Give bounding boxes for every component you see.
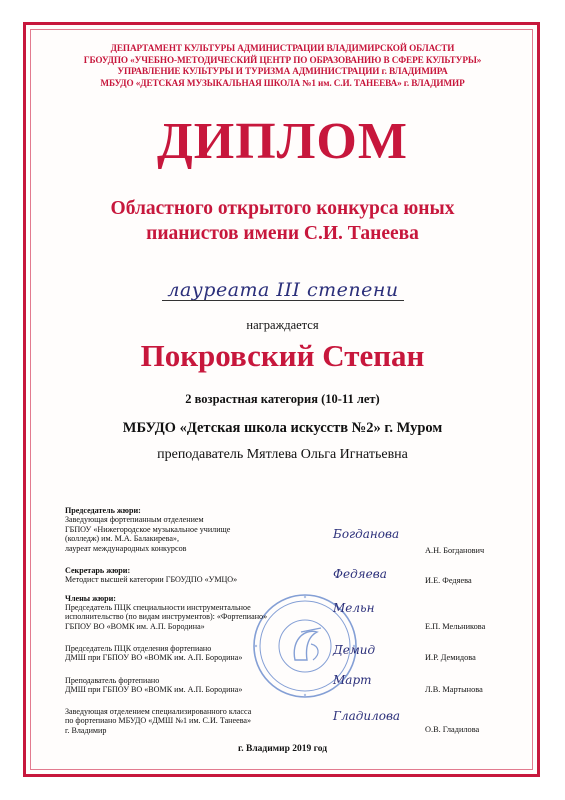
jury-member <box>65 644 365 663</box>
jury-desc-line: г. Владимир <box>65 725 107 735</box>
diploma-title: ДИПЛОМ <box>157 113 408 170</box>
jury-member <box>65 707 365 735</box>
winner-name: Покровский Степан <box>140 338 425 373</box>
header-line: ДЕПАРТАМЕНТ КУЛЬТУРЫ АДМИНИСТРАЦИИ ВЛАДИМИРСКОЙ ОБЛАСТИ <box>110 43 455 53</box>
jury-member-name: Е.П. Мельникова <box>425 622 486 631</box>
jury-desc-line: по фортепиано МБУДО «ДМШ №1 им. С.И. Танеева» <box>65 716 252 726</box>
contest-line: Областного открытого конкурса юных <box>110 198 455 219</box>
jury-desc-line: ДМШ при ГБПОУ ВО «ВОМК им. А.П. Бородина» <box>65 685 243 695</box>
signature-member: Гладилова <box>333 709 401 723</box>
organizers-header <box>40 43 525 89</box>
jury-desc-line: Председатель ПЦК отделения фортепиано <box>65 644 212 653</box>
jury-member-name: Л.В. Мартынова <box>425 685 483 694</box>
jury-chair <box>65 506 365 553</box>
jury-members <box>65 594 365 603</box>
jury-role: Секретарь жюри: <box>65 566 131 575</box>
jury-desc-line: лауреат международных конкурсов <box>65 543 187 553</box>
jury-desc-line: Методист высшей категории ГБОУДПО «УМЦО» <box>65 575 238 585</box>
jury-member <box>65 603 365 631</box>
age-category: 2 возрастная категория (10-11 лет) <box>185 392 380 406</box>
jury-role: Председатель жюри: <box>65 506 141 515</box>
jury-secretary <box>65 566 365 585</box>
jury-desc-line: ГБПОУ «Нижегородское музыкальное училище <box>65 524 231 534</box>
signature-member: Март <box>333 673 372 687</box>
jury-member <box>65 676 365 695</box>
degree-underline <box>162 300 404 301</box>
contest-name <box>40 196 525 246</box>
header-line: УПРАВЛЕНИЕ КУЛЬТУРЫ И ТУРИЗМА АДМИНИСТРАЦИИ г. ВЛАДИМИРА <box>117 66 448 76</box>
signature-member: Мельн <box>333 601 375 615</box>
jury-desc-line: ДМШ при ГБПОУ ВО «ВОМК им. А.П. Бородина» <box>65 653 243 663</box>
teacher-name: преподаватель Мятлева Ольга Игнатьевна <box>157 447 408 462</box>
jury-chair-name: А.Н. Богданович <box>425 546 485 555</box>
awarded-label: награждается <box>246 318 319 332</box>
school-name: МБУДО «Детская школа искусств №2» г. Муром <box>122 420 443 436</box>
jury-role: Члены жюри: <box>65 594 116 603</box>
degree-handwritten: лауреата III степени <box>167 279 399 301</box>
jury-desc-line: (колледж) им. М.А. Балакирева», <box>65 534 179 544</box>
jury-member-name: О.В. Гладилова <box>425 725 480 734</box>
jury-desc-line: Заведующая отделением специализированного класса <box>65 707 252 716</box>
jury-member-name: И.Р. Демидова <box>425 653 476 662</box>
jury-secretary-name: И.Е. Федяева <box>425 576 472 585</box>
contest-line: пианистов имени С.И. Танеева <box>146 223 419 244</box>
signature-chair: Богданова <box>333 527 400 541</box>
jury-desc-line: Преподаватель фортепиано <box>65 676 160 685</box>
jury-desc-line: Председатель ПЦК специальности инструментальное <box>65 603 251 612</box>
jury-desc-line: Заведующая фортепианным отделением <box>65 515 204 525</box>
signature-member: Демид <box>333 643 376 657</box>
jury-desc-line: ГБПОУ ВО «ВОМК им. А.П. Бородина» <box>65 621 205 631</box>
jury-desc-line: исполнительство (по видам инструментов): «Фортепиано» <box>65 612 268 622</box>
header-line: МБУДО «ДЕТСКАЯ МУЗЫКАЛЬНАЯ ШКОЛА №1 им. С.И. ТАНЕЕВА» г. ВЛАДИМИР <box>100 77 465 88</box>
signature-secretary: Федяева <box>333 567 387 581</box>
header-line: ГБОУДПО «УЧЕБНО-МЕТОДИЧЕСКИЙ ЦЕНТР ПО ОБРАЗОВАНИЮ В СФЕРЕ КУЛЬТУРЫ» <box>83 54 482 65</box>
footer-city-year: г. Владимир 2019 год <box>237 744 328 754</box>
